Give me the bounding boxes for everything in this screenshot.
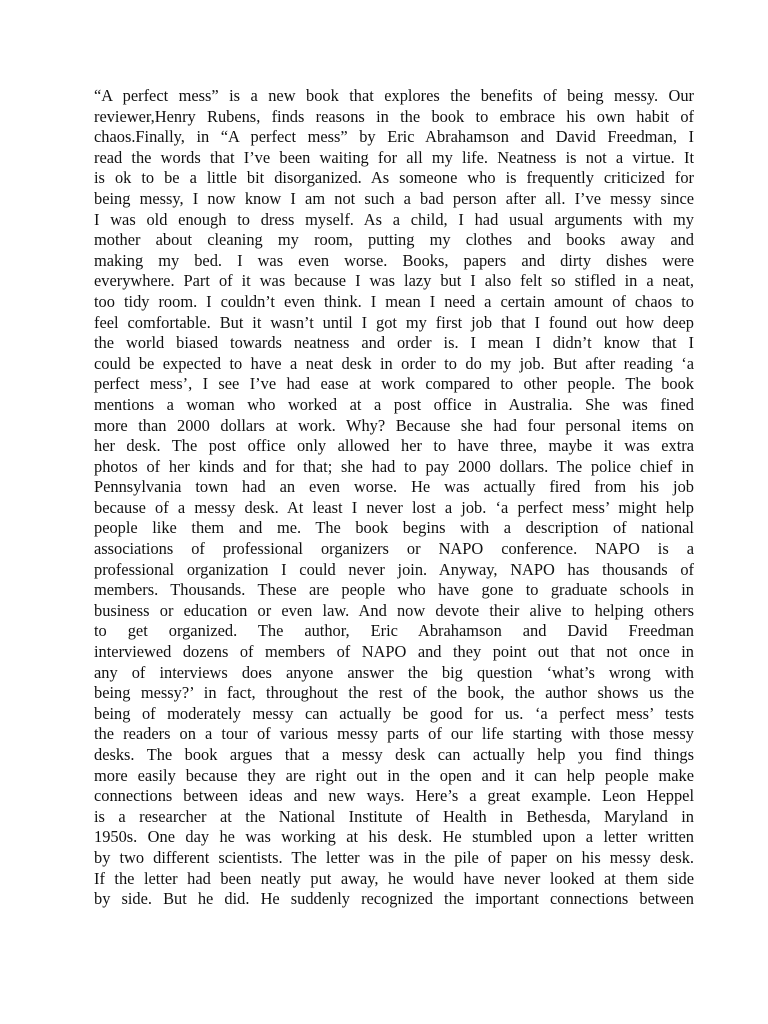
text-line: being messy, I now know I am not such a bad person after all. I’ve messy since xyxy=(94,188,694,208)
text-line: Pennsylvania town had an even worse. He was actually fired from his job xyxy=(94,477,694,497)
text-line: reviewer,Henry Rubens, finds reasons in the book to embrace his own habit of xyxy=(94,106,694,126)
text-line: photos of her kinds and for that; she had to pay 2000 dollars. The police chief in xyxy=(94,456,694,476)
text-line: being messy?’ in fact, throughout the rest of the book, the author shows us the xyxy=(94,683,694,703)
text-line: by side. But he did. He suddenly recognized the important connections between xyxy=(94,889,694,909)
text-line: any of interviews does anyone answer the big question ‘what’s wrong with xyxy=(94,662,694,682)
text-line: connections between ideas and new ways. Here’s a great example. Leon Heppel xyxy=(94,786,694,806)
text-line: “A perfect mess” is a new book that explores the benefits of being messy. Our xyxy=(94,86,694,105)
text-line: is a researcher at the National Institute of Health in Bethesda, Maryland in xyxy=(94,806,694,826)
text-line: 1950s. One day he was working at his desk. He stumbled upon a letter written xyxy=(94,827,694,847)
text-line: members. Thousands. These are people who have gone to graduate schools in xyxy=(94,580,694,600)
text-line: If the letter had been neatly put away, he would have never looked at them side xyxy=(94,868,694,888)
text-line: feel comfortable. But it wasn’t until I got my first job that I found out how deep xyxy=(94,312,694,332)
text-line: her desk. The post office only allowed her to have three, maybe it was extra xyxy=(94,436,694,456)
text-line: is ok to be a little bit disorganized. As someone who is frequently criticized for xyxy=(94,168,694,188)
text-line: mother about cleaning my room, putting my clothes and books away and xyxy=(94,230,694,250)
text-line: interviewed dozens of members of NAPO and they point out that not once in xyxy=(94,642,694,662)
text-line: everywhere. Part of it was because I was lazy but I also felt so stifled in a neat, xyxy=(94,271,694,291)
text-line: more easily because they are right out in the open and it can help people make xyxy=(94,765,694,785)
text-line: because of a messy desk. At least I never lost a job. ‘a perfect mess’ might help xyxy=(94,497,694,517)
text-line: mentions a woman who worked at a post office in Australia. She was fined xyxy=(94,394,694,414)
text-line: people like them and me. The book begins with a description of national xyxy=(94,518,694,538)
text-line: more than 2000 dollars at work. Why? Because she had four personal items on xyxy=(94,415,694,435)
text-line: too tidy room. I couldn’t even think. I mean I need a certain amount of chaos to xyxy=(94,291,694,311)
text-line: could be expected to have a neat desk in order to do my job. But after reading ‘a xyxy=(94,353,694,373)
text-line: business or education or even law. And now devote their alive to helping others xyxy=(94,600,694,620)
text-line: associations of professional organizers or NAPO conference. NAPO is a xyxy=(94,539,694,559)
text-line: the readers on a tour of various messy parts of our life starting with those messy xyxy=(94,724,694,744)
text-line: perfect mess’, I see I’ve had ease at work compared to other people. The book xyxy=(94,374,694,394)
body-paragraph xyxy=(94,86,694,910)
text-line: professional organization I could never join. Anyway, NAPO has thousands of xyxy=(94,559,694,579)
text-line: making my bed. I was even worse. Books, papers and dirty dishes were xyxy=(94,250,694,270)
text-line: desks. The book argues that a messy desk can actually help you find things xyxy=(94,745,694,764)
text-line: read the words that I’ve been waiting for all my life. Neatness is not a virtue. It xyxy=(94,147,694,167)
text-line: I was old enough to dress myself. As a child, I had usual arguments with my xyxy=(94,209,694,229)
text-line: being of moderately messy can actually be good for us. ‘a perfect mess’ tests xyxy=(94,703,694,723)
text-line: chaos.Finally, in “A perfect mess” by Eric Abrahamson and David Freedman, I xyxy=(94,127,694,147)
text-line: to get organized. The author, Eric Abrahamson and David Freedman xyxy=(94,621,694,641)
text-line: the world biased towards neatness and order is. I mean I didn’t know that I xyxy=(94,333,694,353)
text-line: by two different scientists. The letter was in the pile of paper on his messy desk. xyxy=(94,847,694,867)
